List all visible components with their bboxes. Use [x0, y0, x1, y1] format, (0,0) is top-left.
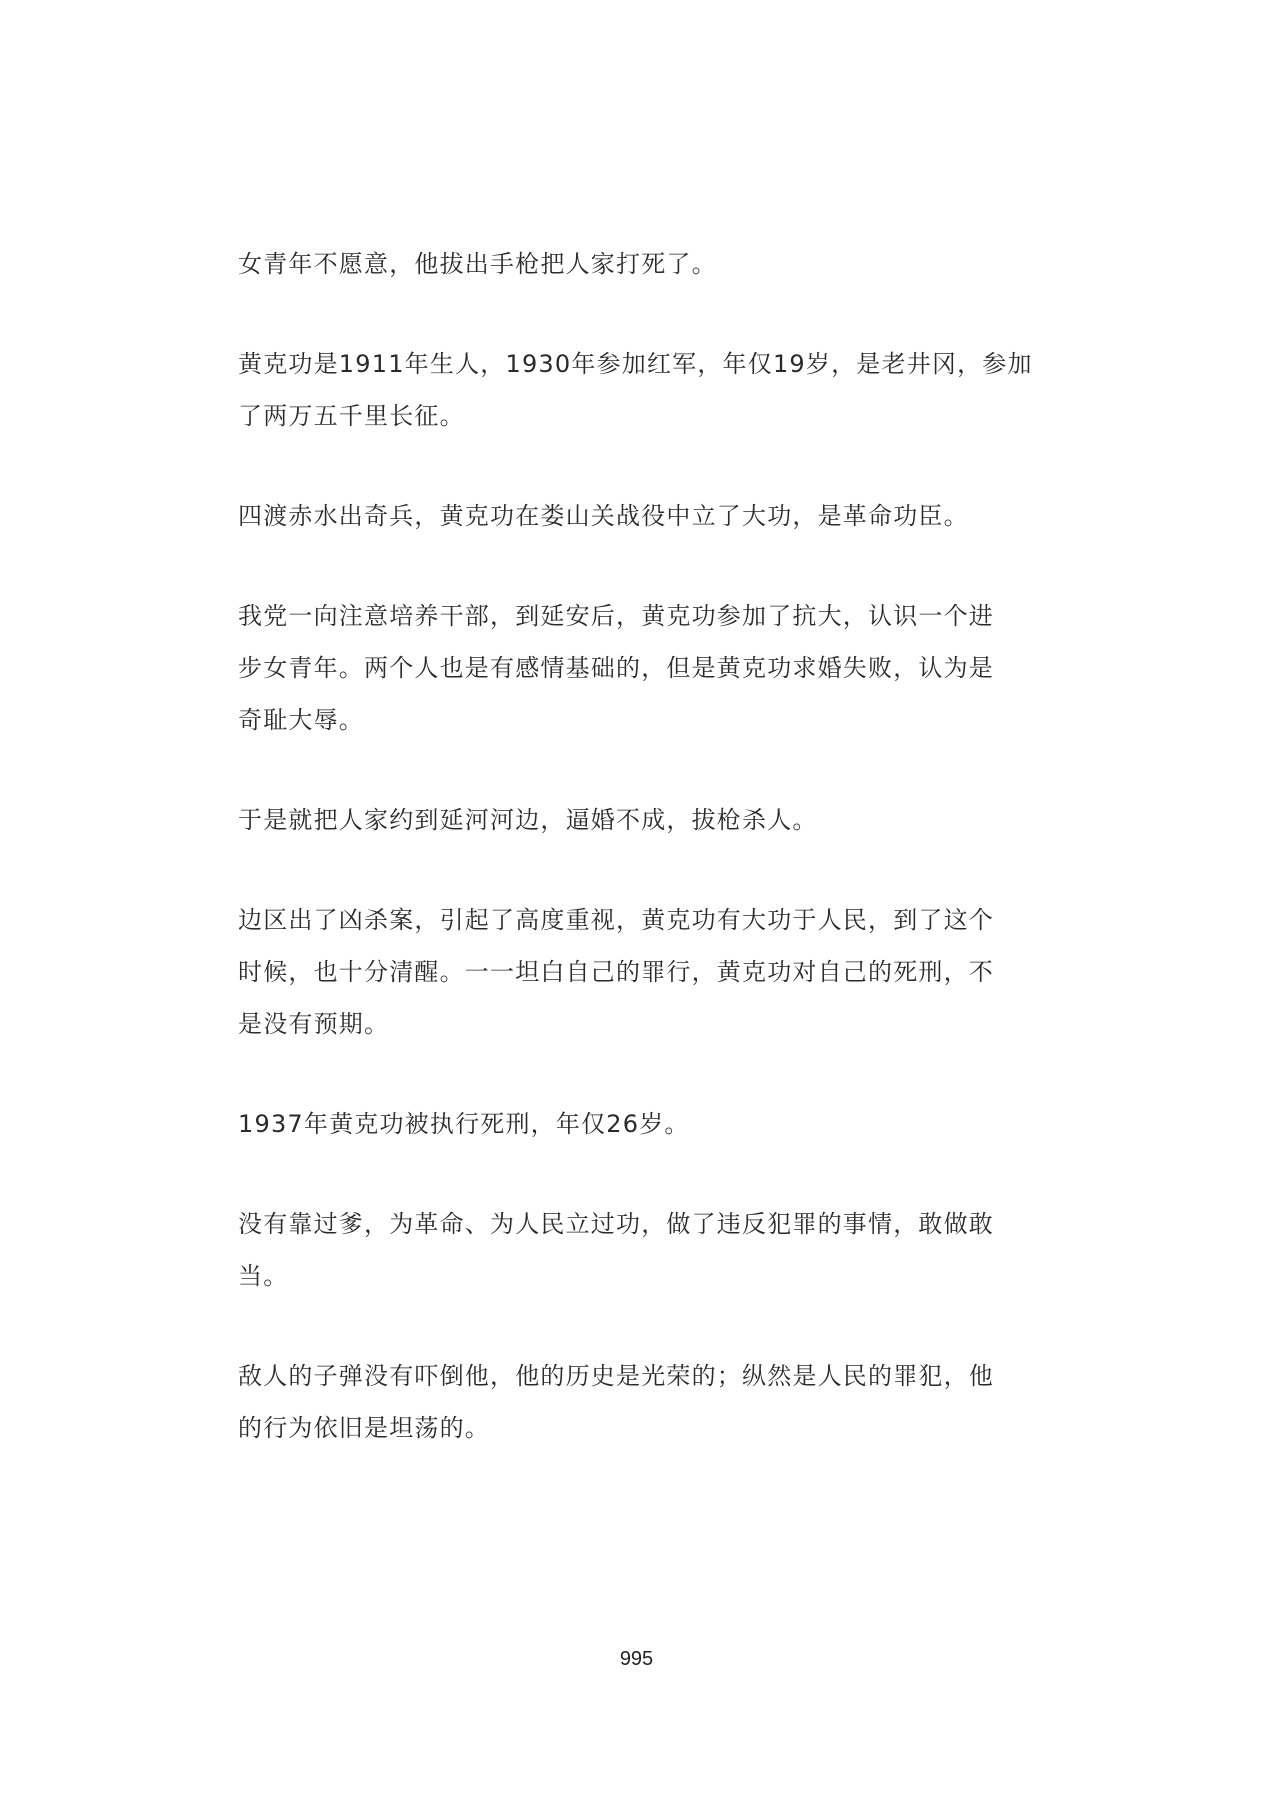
paragraph-3 [238, 490, 1038, 542]
text-line: 1937年黄克功被执行死刑，年仅26岁。 [238, 1110, 690, 1138]
text-line: 我党一向注意培养干部，到延安后，黄克功参加了抗大，认识一个进 [238, 602, 994, 630]
text-line: 时候，也十分清醒。一一坦白自己的罪行，黄克功对自己的死刑，不 [238, 958, 994, 986]
text-line: 黄克功是1911年生人，1930年参加红军，年仅19岁，是老井冈，参加 [238, 350, 1033, 378]
paragraph-7 [238, 1098, 1038, 1150]
text-line: 步女青年。两个人也是有感情基础的，但是黄克功求婚失败，认为是 [238, 654, 994, 682]
text-line: 于是就把人家约到延河河边，逼婚不成，拔枪杀人。 [238, 806, 818, 834]
text-line: 敌人的子弹没有吓倒他，他的历史是光荣的；纵然是人民的罪犯，他 [238, 1362, 994, 1390]
text-line: 是没有预期。 [238, 1010, 390, 1038]
text-line: 的行为依旧是坦荡的。 [238, 1414, 490, 1442]
text-line: 没有靠过爹，为革命、为人民立过功，做了违反犯罪的事情，敢做敢 [238, 1210, 994, 1238]
paragraph-5 [238, 794, 1038, 846]
paragraph-6 [238, 894, 1038, 1050]
text-line: 了两万五千里长征。 [238, 402, 465, 430]
document-body [238, 238, 1038, 1502]
paragraph-8 [238, 1198, 1038, 1302]
text-line: 女青年不愿意，他拔出手枪把人家打死了。 [238, 250, 717, 278]
paragraph-2 [238, 338, 1038, 442]
text-line: 边区出了凶杀案，引起了高度重视，黄克功有大功于人民，到了这个 [238, 906, 994, 934]
text-line: 当。 [238, 1262, 289, 1290]
paragraph-9 [238, 1350, 1038, 1454]
paragraph-1 [238, 238, 1038, 290]
text-line: 四渡赤水出奇兵，黄克功在娄山关战役中立了大功，是革命功臣。 [238, 502, 969, 530]
text-line: 奇耻大辱。 [238, 706, 364, 734]
paragraph-4 [238, 590, 1038, 746]
page-number: 995 [619, 1648, 654, 1670]
